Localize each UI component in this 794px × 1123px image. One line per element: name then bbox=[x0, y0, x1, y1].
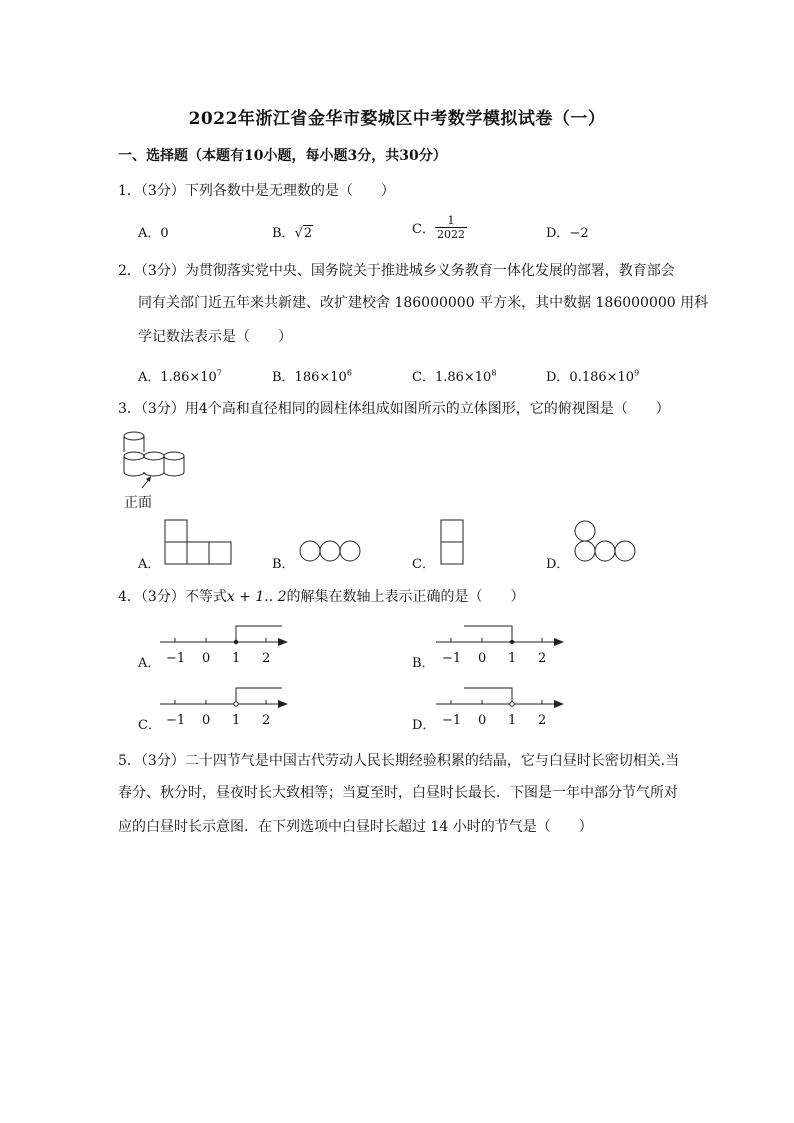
q1-option-a: A．0 bbox=[138, 226, 169, 241]
q2-option-b-base: B．186×10 bbox=[272, 370, 347, 385]
tick-label: 1 bbox=[232, 713, 241, 728]
tick-label: 0 bbox=[202, 713, 211, 728]
tick-label: 0 bbox=[478, 713, 487, 728]
q1-option-d: D．−2 bbox=[546, 226, 589, 241]
q3-option-a-figure bbox=[164, 519, 232, 565]
q3-option-d-figure bbox=[574, 520, 636, 562]
q3-option-b-figure bbox=[299, 540, 361, 562]
tick-label: −1 bbox=[442, 651, 462, 666]
q5-line-1: 5．（3分）二十四节气是中国古代劳动人民长期经验积累的结晶，它与白昼时长密切相关.当 bbox=[118, 753, 680, 769]
q2-option-d-exponent: 9 bbox=[634, 368, 640, 378]
q4-option-a-number-line bbox=[160, 620, 290, 650]
q2-option-c-base: C．1.86×10 bbox=[412, 370, 492, 385]
q2-option-d-base: D．0.186×10 bbox=[546, 370, 635, 385]
q2-line-3: 学记数法表示是（ ） bbox=[138, 329, 292, 345]
tick-label: −1 bbox=[166, 651, 186, 666]
q2-option-c bbox=[412, 366, 496, 385]
fraction-denominator: 2022 bbox=[436, 228, 465, 241]
q4-option-a-label: A． bbox=[138, 656, 161, 671]
q1-option-b-radicand: 2 bbox=[303, 226, 313, 241]
q1-option-c-label: C． bbox=[412, 222, 435, 237]
q4-stem bbox=[118, 586, 525, 606]
fraction bbox=[435, 214, 467, 241]
q2-option-b-exponent: 6 bbox=[346, 368, 352, 378]
q2-option-b bbox=[272, 366, 352, 385]
q2-option-a-exponent: 7 bbox=[216, 368, 222, 378]
q5-line-3: 应的白昼时长示意图．在下列选项中白昼时长超过 14 小时的节气是（ ） bbox=[118, 819, 593, 835]
front-view-label: 正面 bbox=[124, 495, 152, 511]
tick-label: 0 bbox=[478, 651, 487, 666]
q2-line-2: 同有关部门近五年来共新建、改扩建校舍 186000000 平方米，其中数据 186000000 用科 bbox=[138, 295, 709, 311]
q2-line-1: 2．（3分）为贯彻落实党中央、国务院关于推进城乡义务教育一体化发展的部署，教育部会 bbox=[118, 263, 675, 279]
q2-option-a bbox=[138, 366, 222, 385]
q5-line-2: 春分、秋分时，昼夜时长大致相等；当夏至时，白昼时长最长．下图是一年中部分节气所对 bbox=[118, 785, 678, 801]
q1-option-b bbox=[272, 222, 313, 241]
q2-option-d bbox=[546, 366, 639, 385]
q3-option-c-figure bbox=[440, 519, 464, 565]
tick-label: 1 bbox=[508, 713, 517, 728]
fraction-numerator: 1 bbox=[447, 214, 455, 227]
q2-option-c-exponent: 8 bbox=[491, 368, 497, 378]
tick-label: 1 bbox=[508, 651, 517, 666]
q4-option-c-number-line bbox=[160, 682, 290, 712]
q4-stem-prefix: 4．（3分）不等式 bbox=[118, 589, 227, 605]
q4-option-b-number-line bbox=[436, 620, 566, 650]
q3-stem: 3．（3分）用4个高和直径相同的圆柱体组成如图所示的立体图形，它的俯视图是（ ） bbox=[118, 401, 670, 417]
tick-label: 2 bbox=[262, 651, 271, 666]
q4-option-d-label: D． bbox=[412, 718, 436, 733]
tick-label: 2 bbox=[538, 651, 547, 666]
q4-inequality: x + 1.. 2 bbox=[226, 589, 287, 605]
tick-label: 1 bbox=[232, 651, 241, 666]
q1-option-c bbox=[412, 214, 467, 241]
q1-stem: 1．（3分）下列各数中是无理数的是（ ） bbox=[118, 183, 395, 199]
tick-label: −1 bbox=[442, 713, 462, 728]
q4-option-d-number-line bbox=[436, 682, 566, 712]
q3-option-c-label: C． bbox=[412, 557, 435, 572]
q2-option-a-base: A．1.86×10 bbox=[138, 370, 217, 385]
q1-option-b-label: B． bbox=[272, 226, 295, 241]
q4-option-b-label: B． bbox=[412, 656, 435, 671]
q3-option-a-label: A． bbox=[138, 557, 161, 572]
tick-label: −1 bbox=[166, 713, 186, 728]
q4-option-c-label: C． bbox=[138, 718, 161, 733]
q3-option-d-label: D． bbox=[546, 557, 570, 572]
tick-label: 2 bbox=[538, 713, 547, 728]
tick-label: 2 bbox=[262, 713, 271, 728]
page-title: 2022年浙江省金华市婺城区中考数学模拟试卷（一） bbox=[188, 109, 606, 129]
q3-option-b-label: B． bbox=[272, 557, 295, 572]
tick-label: 0 bbox=[202, 651, 211, 666]
q4-stem-suffix: 的解集在数轴上表示正确的是（ ） bbox=[286, 589, 525, 605]
section-heading: 一、选择题（本题有10小题，每小题3分，共30分） bbox=[118, 148, 447, 164]
sqrt-symbol: √2 bbox=[294, 226, 313, 241]
cylinder-solid-figure bbox=[120, 430, 190, 490]
